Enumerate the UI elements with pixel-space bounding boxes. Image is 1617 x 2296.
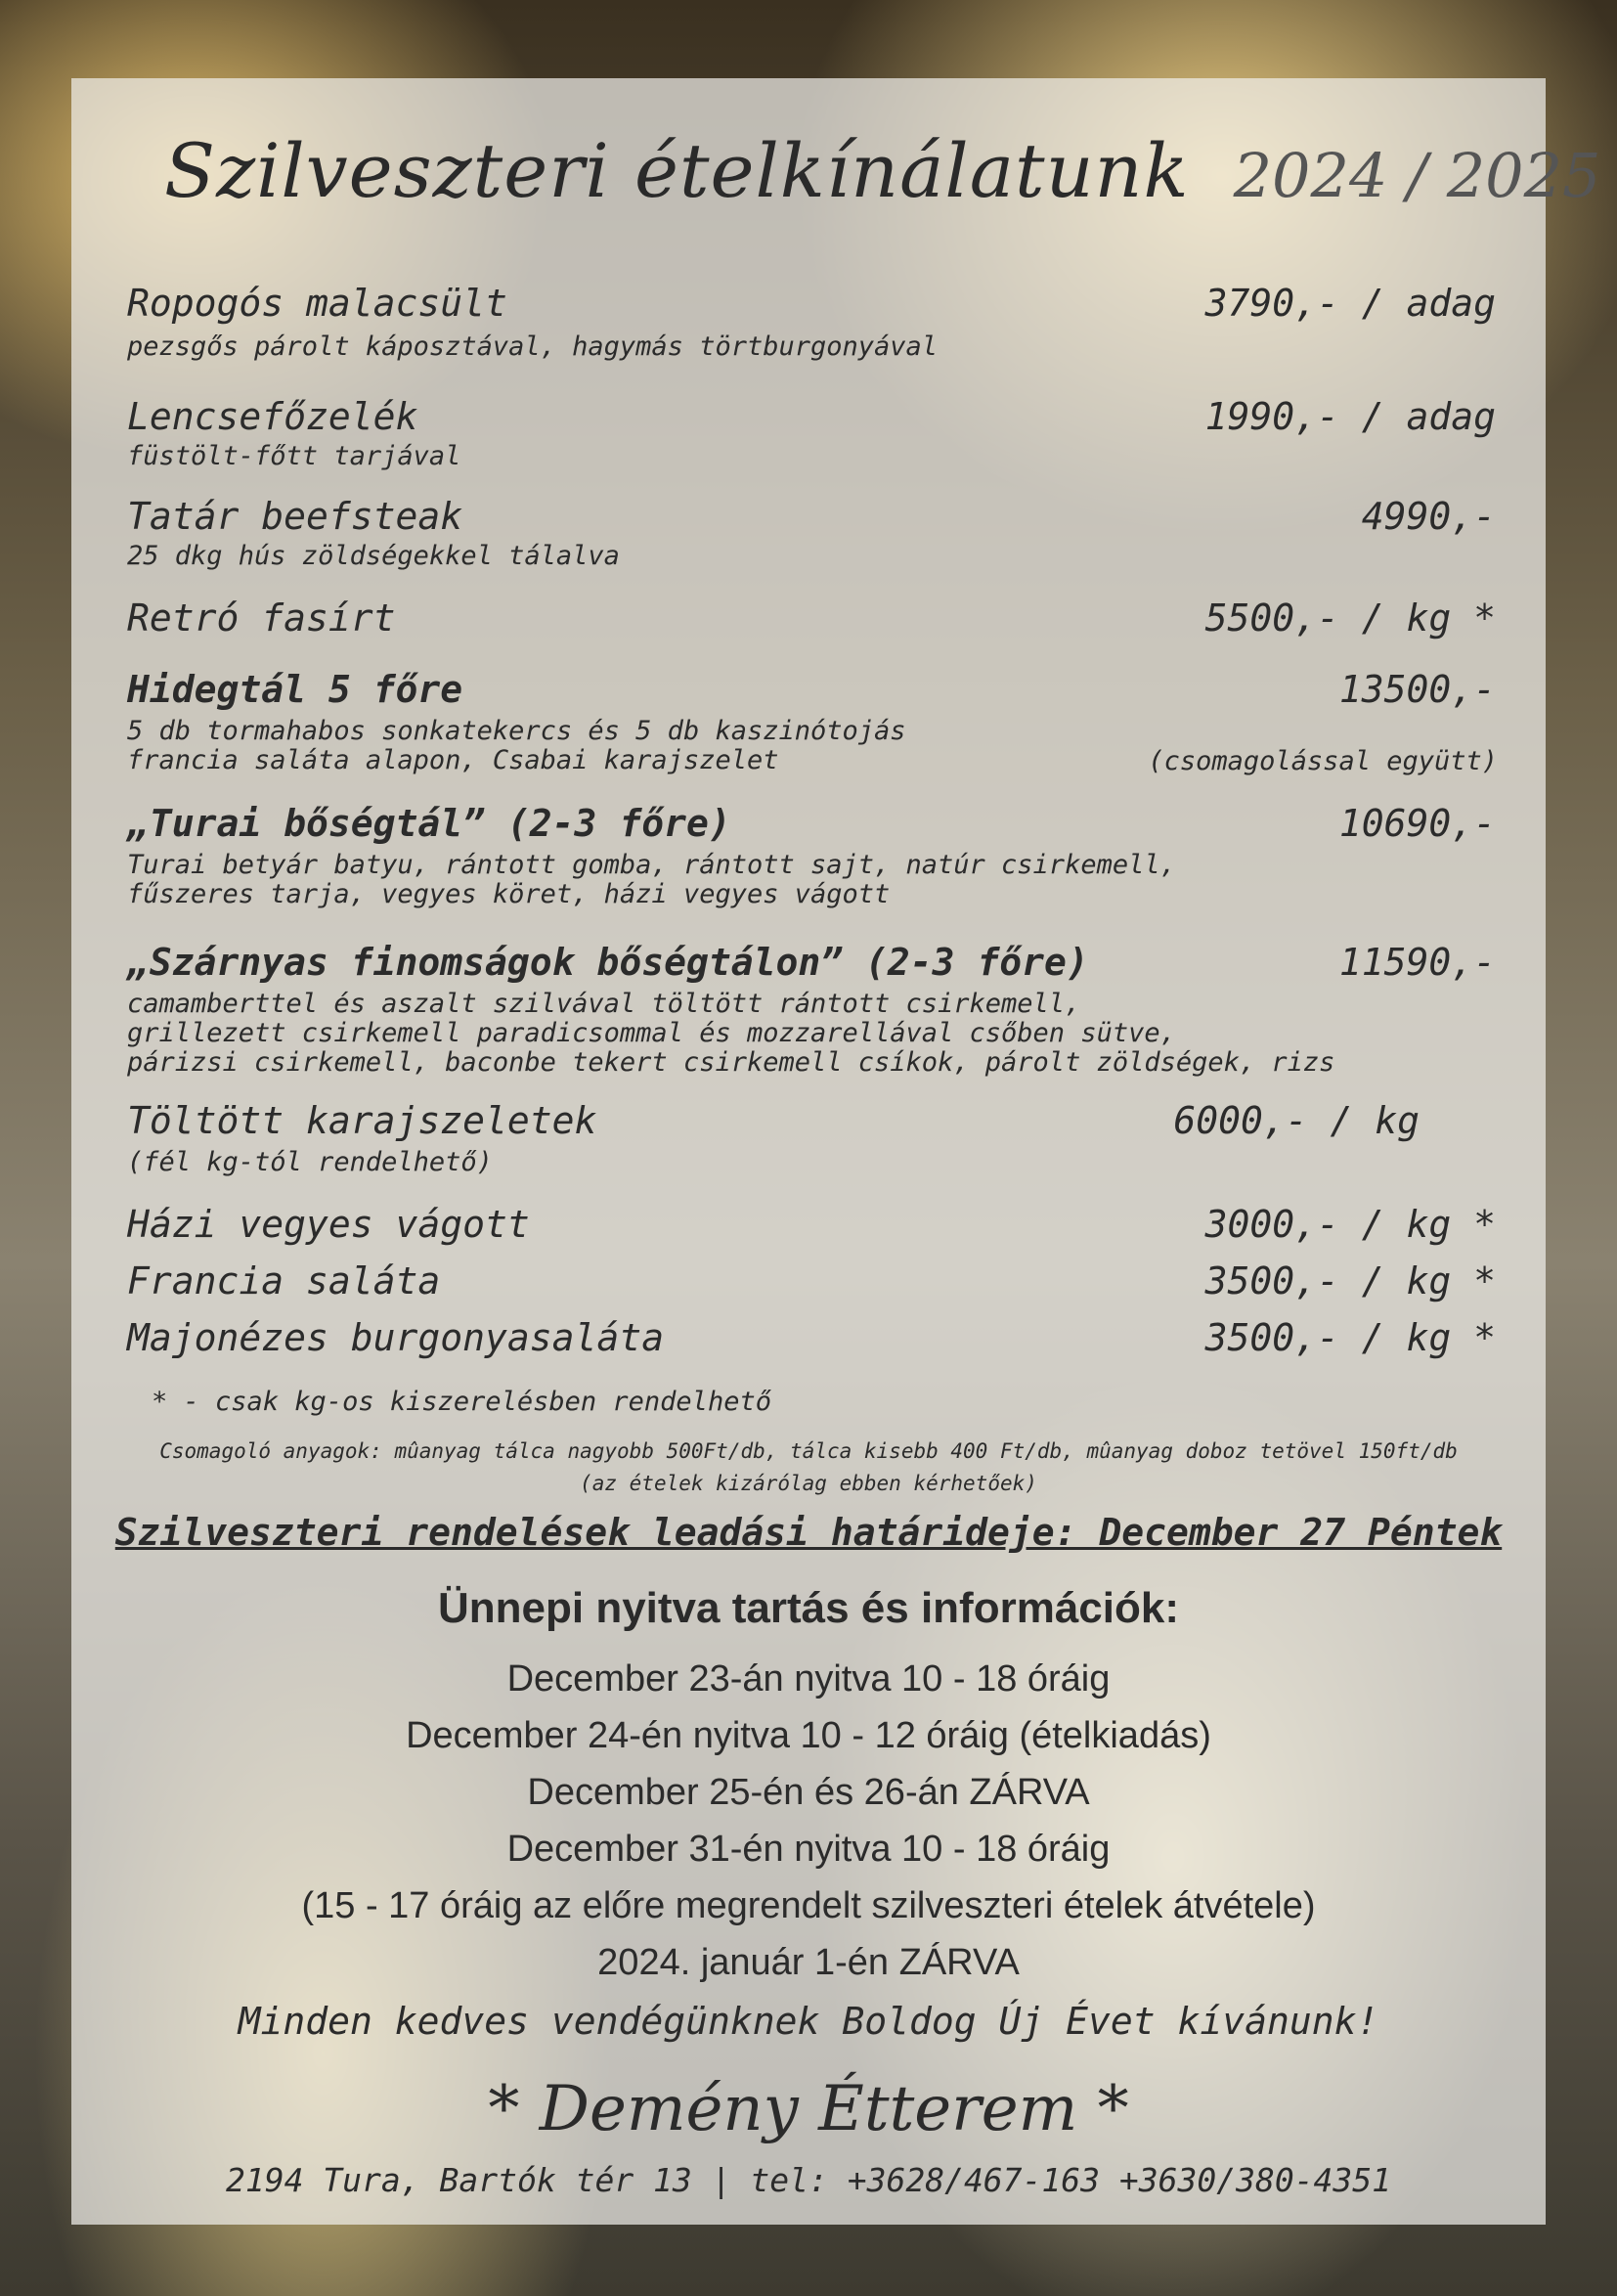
item-name: Tatár beefsteak [127,495,463,538]
menu-item [127,1203,1496,1254]
restaurant-name: * Demény Étterem * [488,2073,1129,2145]
title-year: 2024 / 2025 [1233,140,1601,211]
menu-item [127,802,1496,909]
item-name: Töltött karajszeletek [127,1099,597,1142]
item-name: Házi vegyes vágott [127,1203,530,1246]
footnote: * - csak kg-os kiszerelésben rendelhető [152,1387,771,1417]
item-price: 3500,- / kg * [1204,1316,1496,1359]
item-desc: grillezett csirkemell paradicsommal és mozzarellával csőben sütve, [127,1018,1176,1048]
item-price: 10690,- [1338,802,1496,845]
item-name: Hidegtál 5 főre [127,668,463,711]
item-desc: 25 dkg hús zöldségekkel tálalva [127,541,620,571]
item-name: „Szárnyas finomságok bőségtálon” (2-3 főre) [127,941,1089,984]
packaging-info: Csomagoló anyagok: mûanyag tálca nagyobb 500Ft/db, tálca kisebb 400 Ft/db, mûanyag doboz tetövel 150ft/db [159,1439,1458,1463]
item-price: 4990,- [1361,495,1496,538]
hours-line: December 24-én nyitva 10 - 12 óráig (ételkiadás) [406,1715,1211,1756]
menu-item [127,282,1496,362]
item-name: Ropogós malacsült [127,282,507,325]
item-price: 11590,- [1338,941,1496,984]
item-price: 5500,- / kg * [1204,596,1496,640]
menu-item [127,668,1496,775]
item-note: (csomagolással együtt) [1148,746,1498,776]
item-desc: Turai betyár batyu, rántott gomba, rántott sajt, natúr csirkemell, [127,850,1176,880]
menu-item [127,1099,1496,1177]
new-year-wish: Minden kedves vendégünknek Boldog Új Évet kívánunk! [238,2000,1379,2043]
hours-line: December 25-én és 26-án ZÁRVA [527,1772,1090,1813]
hours-line: (15 - 17 óráig az előre megrendelt szilveszteri ételek átvétele) [301,1885,1316,1926]
item-name: Francia saláta [127,1259,441,1303]
contact-info: 2194 Tura, Bartók tér 13 | tel: +3628/467-163 +3630/380-4351 [225,2161,1392,2199]
item-desc: füstölt-főtt tarjával [127,441,461,471]
item-desc: (fél kg-tól rendelhető) [127,1147,493,1177]
hours-line: December 23-án nyitva 10 - 18 óráig [506,1658,1111,1700]
item-price: 3500,- / kg * [1204,1259,1496,1303]
menu-item [127,1316,1496,1367]
menu-item [127,941,1496,1078]
hours-title: Ünnepi nyitva tartás és információk: [438,1584,1179,1632]
item-price: 3790,- / adag [1204,282,1496,325]
item-desc: 5 db tormahabos sonkatekercs és 5 db kaszinótojás [127,716,906,746]
packaging-note: (az ételek kizárólag ebben kérhetőek) [580,1472,1037,1495]
item-name: „Turai bőségtál” (2-3 főre) [127,802,731,845]
item-price: 13500,- [1338,668,1496,711]
opening-hours [98,1651,1519,1991]
item-price: 6000,- / kg [1173,1099,1420,1142]
menu-item [127,495,1496,571]
hours-line: 2024. január 1-én ZÁRVA [597,1942,1020,1983]
menu-item [127,596,1496,647]
menu-item [127,395,1496,471]
order-deadline: Szilveszteri rendelések leadási határideje: December 27 Péntek [114,1511,1503,1554]
title-text: Szilveszteri ételkínálatunk [164,127,1190,214]
item-name: Lencsefőzelék [127,395,418,438]
item-price: 3000,- / kg * [1204,1203,1496,1246]
item-name: Majonézes burgonyasaláta [127,1316,665,1359]
menu-item [127,1259,1496,1310]
item-desc: fűszeres tarja, vegyes köret, házi vegyes vágott [127,879,891,909]
item-name: Retró fasírt [127,596,396,640]
item-desc: párizsi csirkemell, baconbe tekert csirkemell csíkok, párolt zöldségek, rizs [127,1047,1335,1078]
item-desc: pezsgős párolt káposztával, hagymás törtburgonyával [127,331,939,362]
item-desc: francia saláta alapon, Csabai karajszelet [127,745,779,775]
item-desc: camamberttel és aszalt szilvával töltött rántott csirkemell, [127,989,1081,1019]
item-price: 1990,- / adag [1204,395,1496,438]
hours-line: December 31-én nyitva 10 - 18 óráig [506,1829,1111,1870]
